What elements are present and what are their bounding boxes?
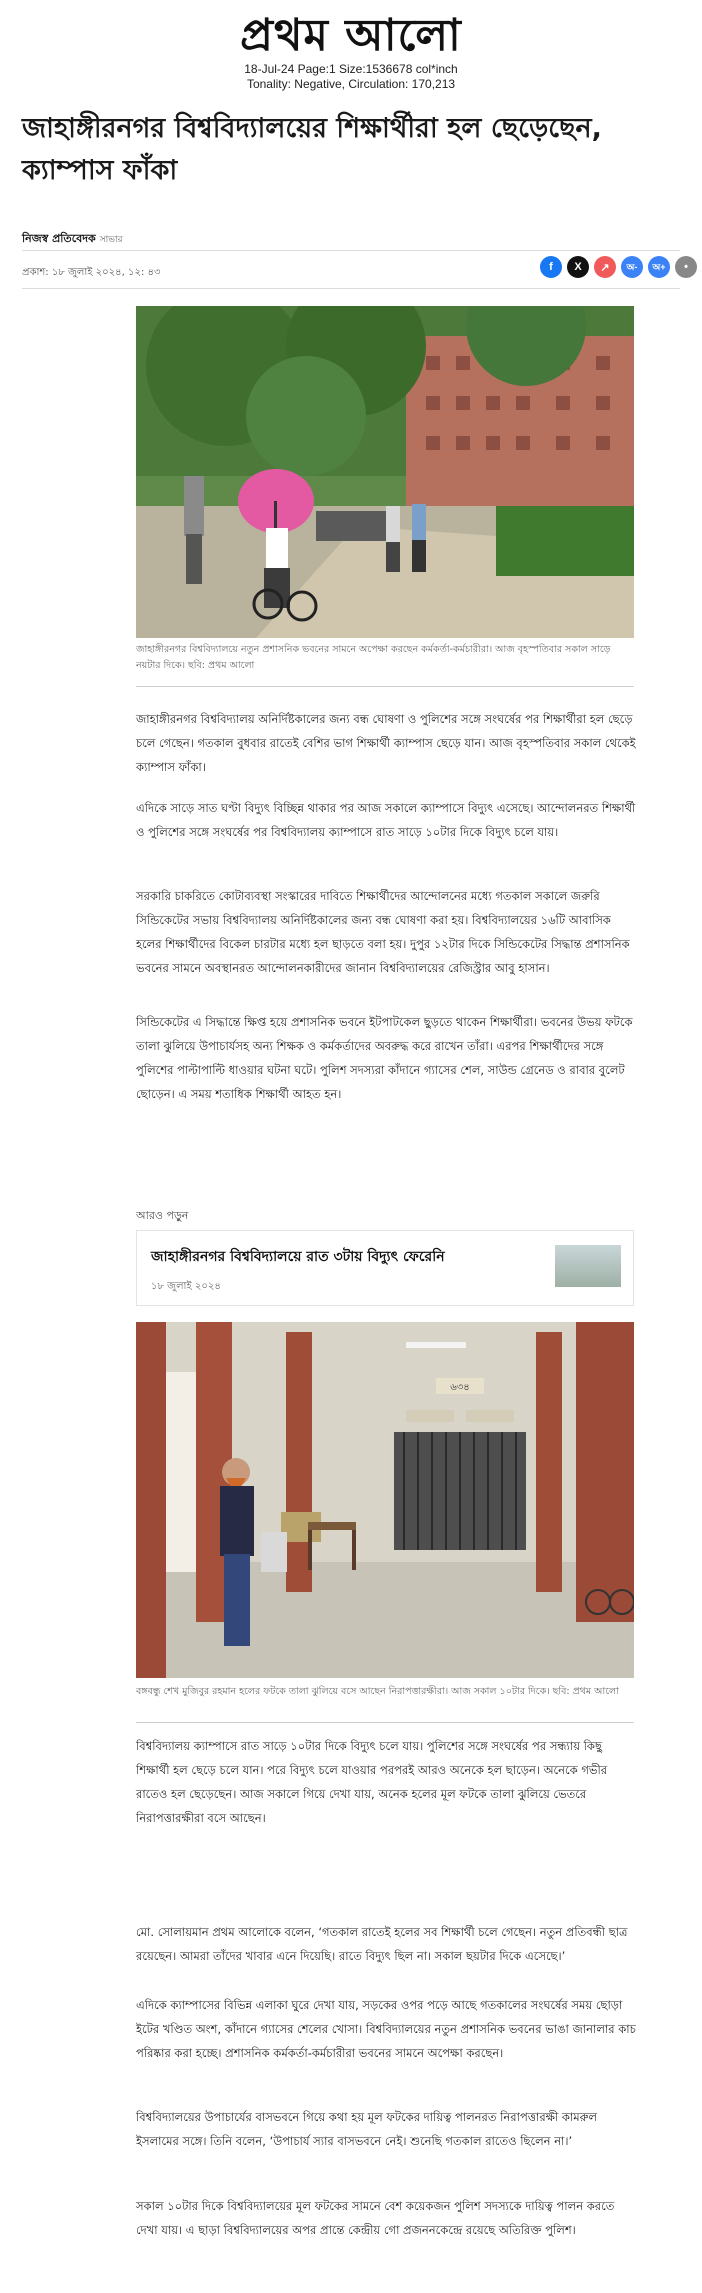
article-paragraph: বিশ্ববিদ্যালয়ের উপাচার্যের বাসভবনে গিয়ে কথা হয় মূল ফটকের দায়িত্ব পালনরত নিরাপত্তারক্ষী কামরুল ইসলামের সঙ্গে। তিনি বলেন, ‘উপাচার্য স্যার বাসভবনে নেই। শুনেছি গতকাল রাতেও ছিলেন না।’ [136,2110,598,2148]
article-paragraph: সকাল ১০টার দিকে বিশ্ববিদ্যালয়ের মূল ফটকের সামনে বেশ কয়েকজন পুলিশ সদস্যকে দায়িত্ব পালন করতে দেখা যায়। এ ছাড়া বিশ্ববিদ্যালয়ের অপর প্রান্তে কেন্দ্রীয় গো প্রজননকেন্দ্রে রয়েছে অতিরিক্ত পুলিশ। [136,2199,615,2237]
share-bar [540,256,697,278]
hall-gate-photo [136,1322,634,1678]
related-article-date: ১৮ জুলাই ২০২৪ [151,1281,221,1292]
article-paragraph: এদিকে ক্যাম্পাসের বিভিন্ন এলাকা ঘুরে দেখা যায়, সড়কের ওপর পড়ে আছে গতকালের সংঘর্ষের সময় ছোড়া ইটের খণ্ডিত অংশ, কাঁদানে গ্যাসের শেলের খোসা। বিশ্ববিদ্যালয়ের নতুন প্রশাসনিক ভবনের ভাঙা জানালার কাচ পরিষ্কার করা হচ্ছে। প্রশাসনিক কর্মকর্তা-কর্মচারীরা ভবনের সামনে অপেক্ষা করছেন। [136,1998,636,2060]
related-article-title[interactable]: জাহাঙ্গীরনগর বিশ্ববিদ্যালয়ে রাত ৩টায় বিদ্যুৎ ফেরেনি [151,1249,445,1265]
article-paragraph: বিশ্ববিদ্যালয় ক্যাম্পাসে রাত সাড়ে ১০টার দিকে বিদ্যুৎ চলে যায়। পুলিশের সঙ্গে সংঘর্ষের পর সন্ধ্যায় কিছু শিক্ষার্থী হল ছেড়ে চলে যান। পরে বিদ্যুৎ চলে যাওয়ার পরপরই আরও অনেকে হল ছাড়েন। অনেকে গভীর রাতেও হল ছেড়েছেন। আজ সকালে গিয়ে দেখা যায়, অনেক হলের মূল ফটকে তালা ঝুলিয়ে ভেতরে নিরাপত্তারক্ষীরা বসে আছেন। [136,1739,608,1825]
masthead [0,10,702,92]
article-paragraph: সরকারি চাকরিতে কোটাব্যবস্থা সংস্কারের দাবিতে শিক্ষার্থীদের আন্দোলনের মধ্যে গতকাল সকালে জরুরি সিন্ডিকেটের সভায় বিশ্ববিদ্যালয় অনির্দিষ্টকালের জন্য বন্ধ ঘোষণা করা হয়। বিশ্ববিদ্যালয়ের ১৬টি আবাসিক হলের শিক্ষার্থীদের বিকেল চারটার মধ্যে হল ছাড়তে বলা হয়। দুপুর ১২টার দিকে সিন্ডিকেটের সিদ্ধান্ত প্রশাসনিক ভবনের সামনে অবস্থানরত আন্দোলনকারীদের জানান বিশ্ববিদ্যালয়ের রেজিস্ট্রার আবু হাসান। [136,889,630,975]
article-headline: জাহাঙ্গীরনগর বিশ্ববিদ্যালয়ের শিক্ষার্থীরা হল ছেড়েছেন, ক্যাম্পাস ফাঁকা [22,113,602,186]
divider [22,250,680,251]
facebook-share-icon[interactable]: f [540,256,562,278]
share-icon[interactable]: ↗ [594,256,616,278]
related-article-card[interactable] [136,1230,634,1306]
gate-sign: ৬৩৪ [450,1382,470,1393]
clip-info: 18-Jul-24 Page:1 Size:1536678 col*inch [244,62,458,76]
photo-caption: বঙ্গবন্ধু শেখ মুজিবুর রহমান হলের ফটকে তালা ঝুলিয়ে বসে আছেন নিরাপত্তারক্ষীরা। আজ সকাল ১০টার দিকে। ছবি: প্রথম আলো [136,1686,619,1697]
reporter-name[interactable]: নিজস্ব প্রতিবেদক [22,232,96,245]
article-paragraph: জাহাঙ্গীরনগর বিশ্ববিদ্যালয় অনির্দিষ্টকালের জন্য বন্ধ ঘোষণা ও পুলিশের সঙ্গে সংঘর্ষের পর শিক্ষার্থীরা হল ছেড়ে চলে গেছেন। গতকাল বুধবার রাতেই বেশির ভাগ শিক্ষার্থী ক্যাম্পাস ছেড়ে যান। আজ বৃহস্পতিবার সকাল থেকেই ক্যাম্পাস ফাঁকা। [136,712,636,774]
newspaper-logo [240,10,462,62]
campus-photo [136,306,634,638]
font-decrease-button[interactable]: অ- [621,256,643,278]
font-increase-button[interactable]: অ+ [648,256,670,278]
divider [22,288,680,289]
photo-caption: জাহাঙ্গীরনগর বিশ্ববিদ্যালয়ে নতুন প্রশাসনিক ভবনের সামনে অপেক্ষা করছেন কর্মকর্তা-কর্মচারীরা। আজ বৃহস্পতিবার সকাল সাড়ে নয়টার দিকে। ছবি: প্রথম আলো [136,644,611,671]
x-share-icon[interactable]: X [567,256,589,278]
more-options-icon[interactable]: • [675,256,697,278]
byline [22,230,123,249]
related-article-thumbnail[interactable] [555,1245,621,1287]
publish-date: প্রকাশ: ১৮ জুলাই ২০২৪, ১২: ৪৩ [22,267,161,278]
related-label: আরও পড়ুন [136,1209,189,1222]
logo-text: প্রথম আলো [240,10,462,61]
reporter-location: সাভার [99,235,123,245]
article-paragraph: সিন্ডিকেটের এ সিদ্ধান্তে ক্ষিপ্ত হয়ে প্রশাসনিক ভবনে ইটপাটকেল ছুড়তে থাকেন শিক্ষার্থীরা। ভবনের উভয় ফটকে তালা ঝুলিয়ে উপাচার্যসহ অন্য শিক্ষক ও কর্মকর্তাদের অবরুদ্ধ করে রাখেন তাঁরা। এরপর শিক্ষার্থীদের সঙ্গে পুলিশের পাল্টাপাল্টি ধাওয়ার ঘটনা ঘটে। পুলিশ সদস্যরা কাঁদানে গ্যাসের শেল, সাউন্ড গ্রেনেড ও রাবার বুলেট ছোড়েন। এ সময় শতাধিক শিক্ষার্থী আহত হন। [136,1015,633,1101]
article-paragraph: এদিকে সাড়ে সাত ঘণ্টা বিদ্যুৎ বিচ্ছিন্ন থাকার পর আজ সকালে ক্যাম্পাসে বিদ্যুৎ এসেছে। আন্দোলনরত শিক্ষার্থী ও পুলিশের সঙ্গে সংঘর্ষের পর বিশ্ববিদ্যালয় ক্যাম্পাসে রাত সাড়ে ১০টার দিকে বিদ্যুৎ চলে যায়। [136,801,636,839]
article-paragraph: মো. সোলায়মান প্রথম আলোকে বলেন, ‘গতকাল রাতেই হলের সব শিক্ষার্থী চলে গেছেন। নতুন প্রতিবন্ধী ছাত্র রয়েছেন। আমরা তাঁদের খাবার এনে দিয়েছি। রাতে বিদ্যুৎ ছিল না। সকাল ছয়টার দিকে এসেছে।’ [136,1925,628,1963]
clip-info-tonality: Tonality: Negative, Circulation: 170,213 [246,77,456,91]
divider [136,1722,634,1723]
divider [136,686,634,687]
